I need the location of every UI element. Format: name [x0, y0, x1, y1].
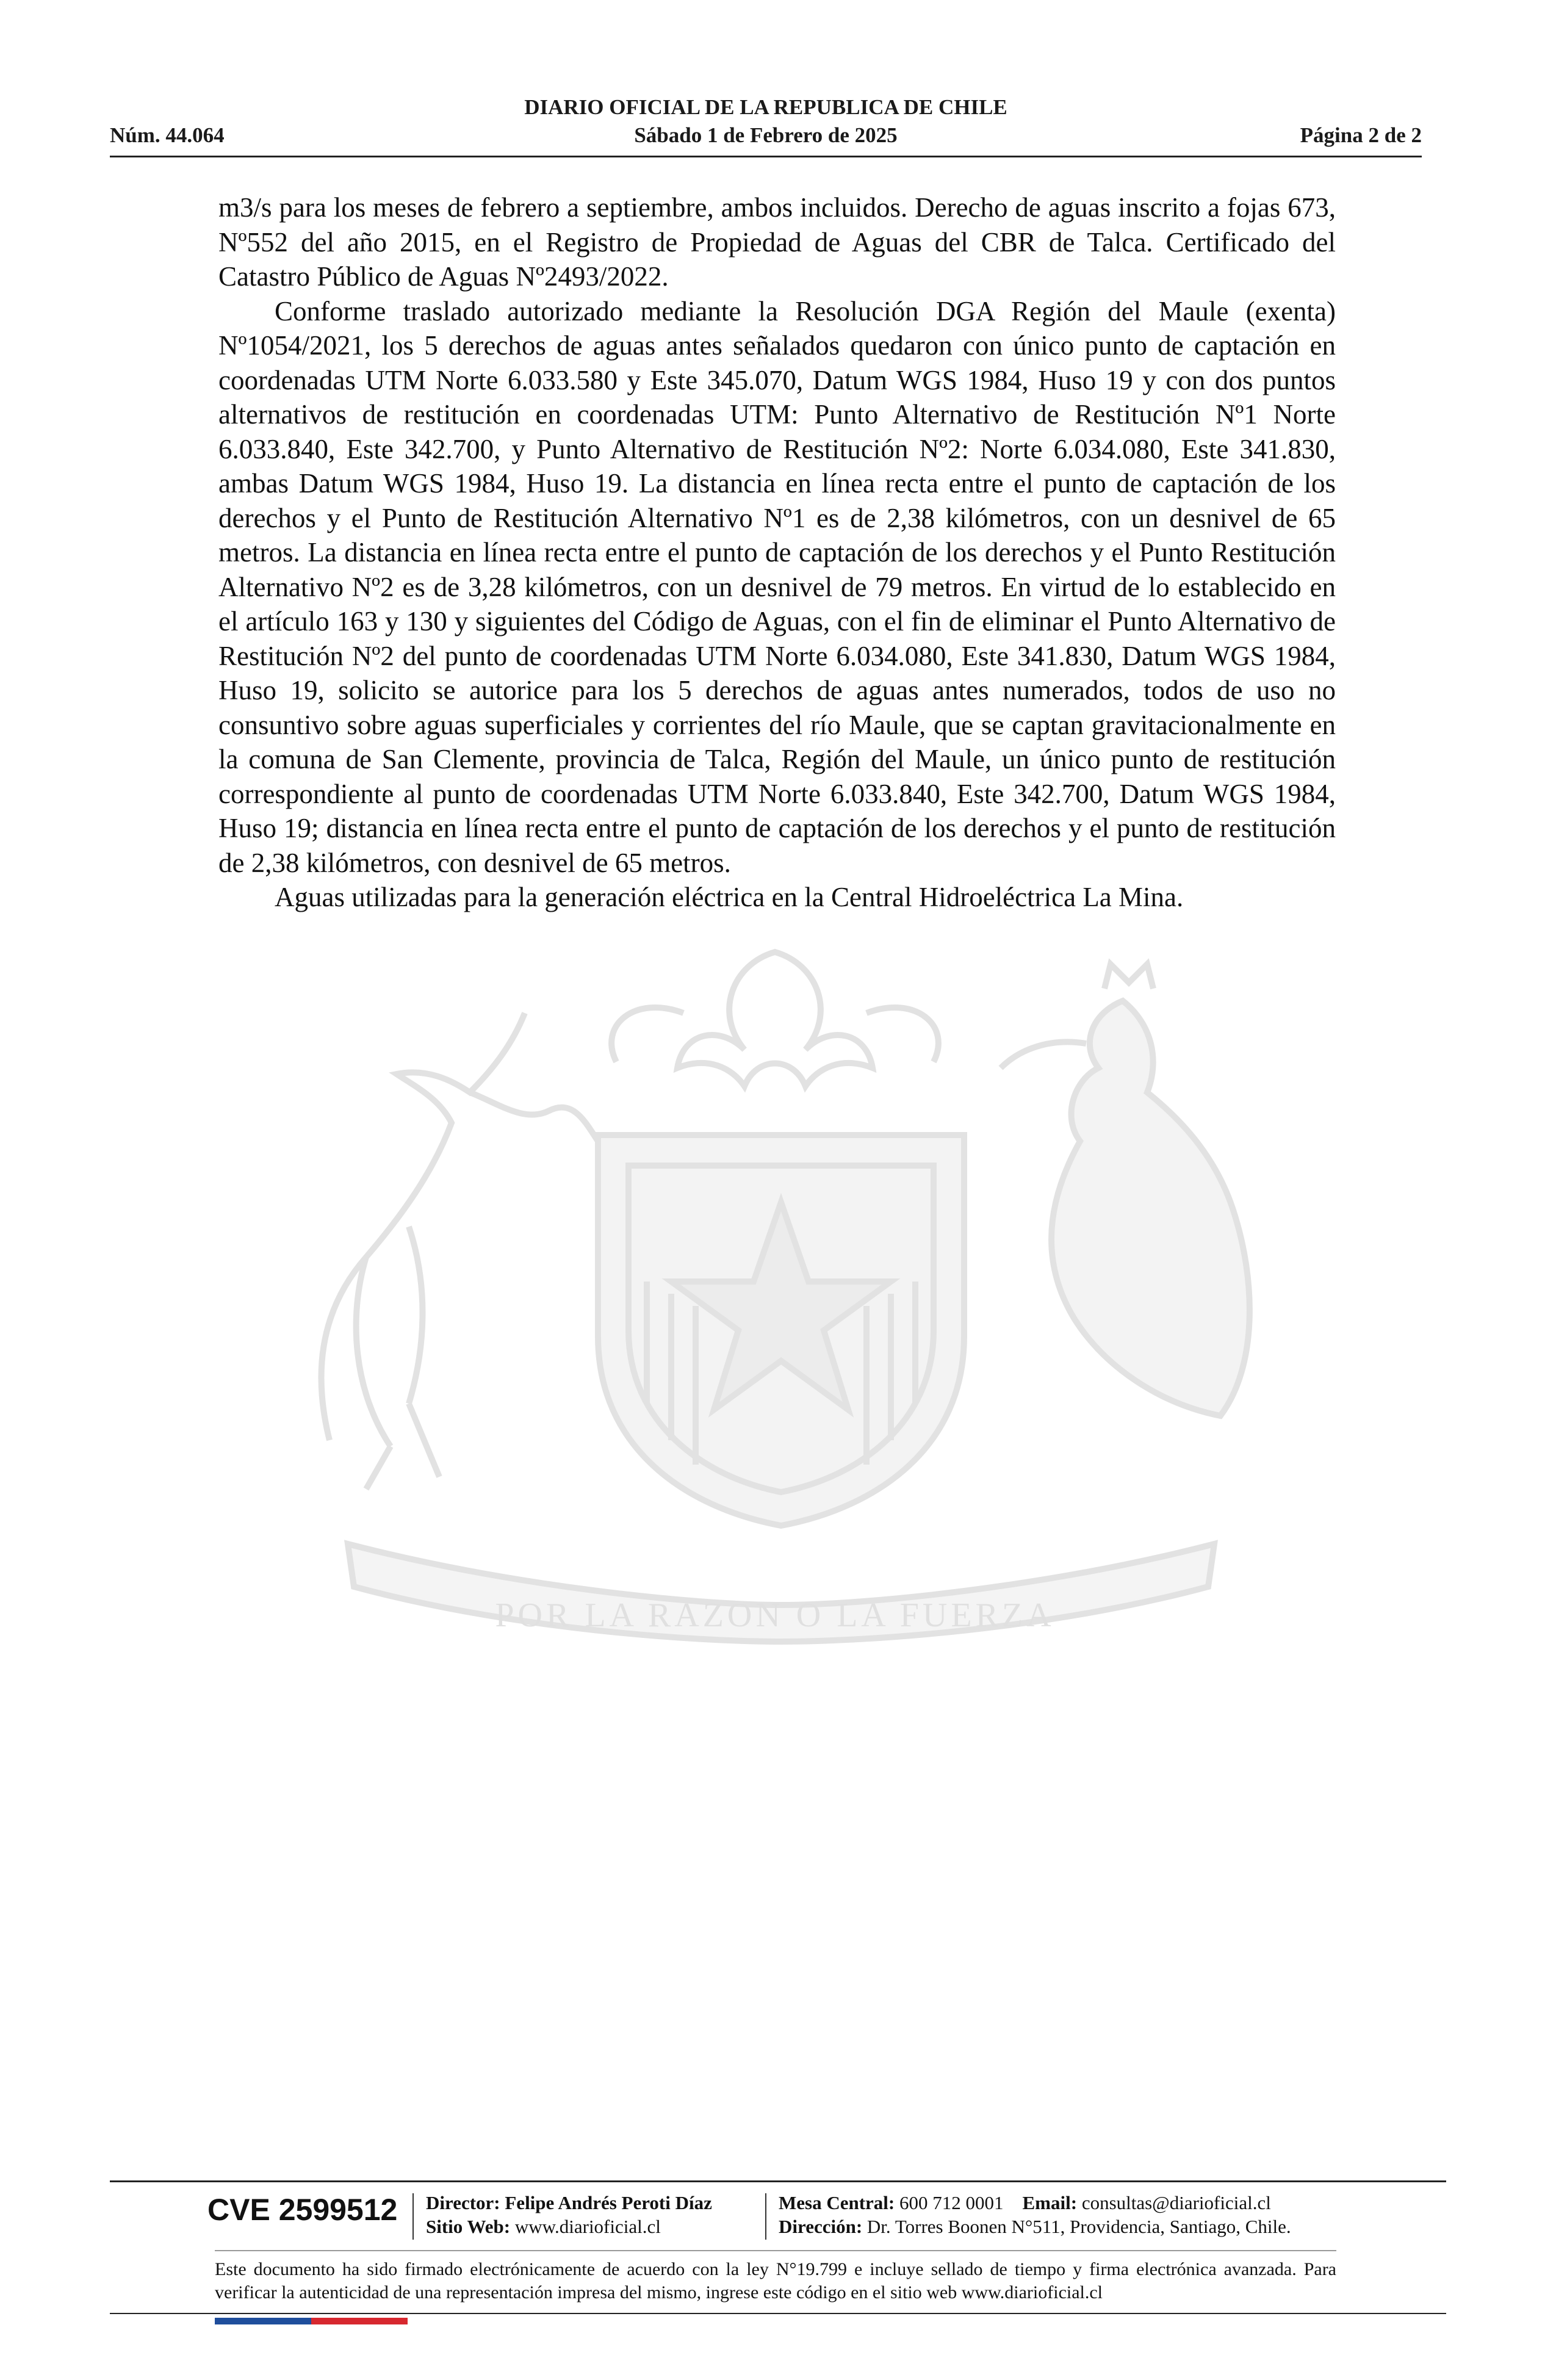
- issue-date: Sábado 1 de Febrero de 2025: [634, 123, 898, 147]
- website-label: Sitio Web:: [426, 2216, 511, 2237]
- page-number: Página 2 de 2: [1300, 123, 1422, 147]
- footer-divider-middle: [215, 2250, 1336, 2251]
- footer-contact-column: [779, 2191, 1291, 2238]
- body-paragraph-2: Conforme traslado autorizado mediante la Resolución DGA Región del Maule (exenta) Nº1054/2021, los 5 derechos de aguas antes señalados quedaron con único punto de captación en coordenadas UTM Norte 6.033.580 y Este 345.070, Datum WGS 1984, Huso 19 y con dos puntos alternativos de restitución en coordenadas UTM: Punto Alternativo de Restitución Nº1 Norte 6.033.840, Este 342.700, y Punto Alternativo de Restitución Nº2: Norte 6.034.080, Este 341.830, ambas Datum WGS 1984, Huso 19. La distancia en línea recta entre el punto de captación de los derechos y el Punto de Restitución Alternativo Nº1 es de 2,38 kilómetros, con un desnivel de 65 metros. La distancia en línea recta entre el punto de captación de los derechos y el Punto Restitución Alternativo Nº2 es de 3,28 kilómetros, con un desnivel de 79 metros. En virtud de lo establecido en el artículo 163 y 130 y siguientes del Código de Aguas, con el fin de eliminar el Punto Alternativo de Restitución Nº2 del punto de coordenadas UTM Norte 6.034.080, Este 341.830, Datum WGS 1984, Huso 19, solicito se autorice para los 5 derechos de aguas antes numerados, todos de uso no consuntivo sobre aguas superficiales y corrientes del río Maule, que se captan gravitacionalmente en la comuna de San Clemente, provincia de Talca, Región del Maule, un único punto de restitución correspondiente al punto de coordenadas UTM Norte 6.033.840, Este 342.700, Datum WGS 1984, Huso 19; distancia en línea recta entre el punto de captación de los derechos y el punto de restitución de 2,38 kilómetros, con desnivel de 65 metros.: [218, 295, 1336, 878]
- body-paragraph-1: m3/s para los meses de febrero a septiembre, ambos incluidos. Derecho de aguas inscrito a fojas 673, Nº552 del año 2015, en el Registro de Propiedad de Aguas del CBR de Talca. Certificado del Catastro Público de Aguas Nº2493/2022.: [218, 192, 1336, 292]
- flag-blue-band: [215, 2318, 311, 2324]
- legal-notice: Este documento ha sido firmado electrónicamente de acuerdo con la ley N°19.799 e incluye sellado de tiempo y firma electrónica avanzada. Para verificar la autenticidad de una representación impresa del mismo, ingrese este código en el sitio web www.diarioficial.cl: [215, 2259, 1336, 2302]
- phone-number: 600 712 0001: [899, 2192, 1004, 2213]
- issue-number: Núm. 44.064: [110, 123, 225, 147]
- phone-label: Mesa Central:: [779, 2192, 895, 2213]
- email-address[interactable]: consultas@diarioficial.cl: [1081, 2192, 1271, 2213]
- email-label: Email:: [1022, 2192, 1078, 2213]
- footer-divider-bottom: [110, 2313, 1446, 2314]
- document-body: [218, 190, 1336, 915]
- page-header: [110, 92, 1422, 153]
- address-label: Dirección:: [779, 2216, 863, 2237]
- footer-separator: [765, 2193, 766, 2240]
- newspaper-title: DIARIO OFICIAL DE LA REPUBLICA DE CHILE: [524, 95, 1007, 119]
- flag-stripe: [215, 2318, 408, 2324]
- footer-separator: [412, 2193, 414, 2240]
- watermark-motto: POR LA RAZON O LA FUERZA: [495, 1596, 1055, 1634]
- flag-red-band: [311, 2318, 408, 2324]
- director-label: Director:: [426, 2192, 500, 2213]
- director-name: Felipe Andrés Peroti Díaz: [505, 2192, 712, 2213]
- footer-divider-top: [110, 2180, 1446, 2182]
- address-value: Dr. Torres Boonen N°511, Providencia, Santiago, Chile.: [866, 2216, 1291, 2237]
- header-divider: [110, 156, 1422, 157]
- cve-code: CVE 2599512: [207, 2193, 398, 2227]
- footer-director-column: [426, 2191, 712, 2238]
- website-link[interactable]: www.diarioficial.cl: [514, 2216, 661, 2237]
- body-paragraph-3: Aguas utilizadas para la generación eléctrica en la Central Hidroeléctrica La Mina.: [275, 882, 1184, 912]
- coat-of-arms-watermark: [207, 940, 1342, 1660]
